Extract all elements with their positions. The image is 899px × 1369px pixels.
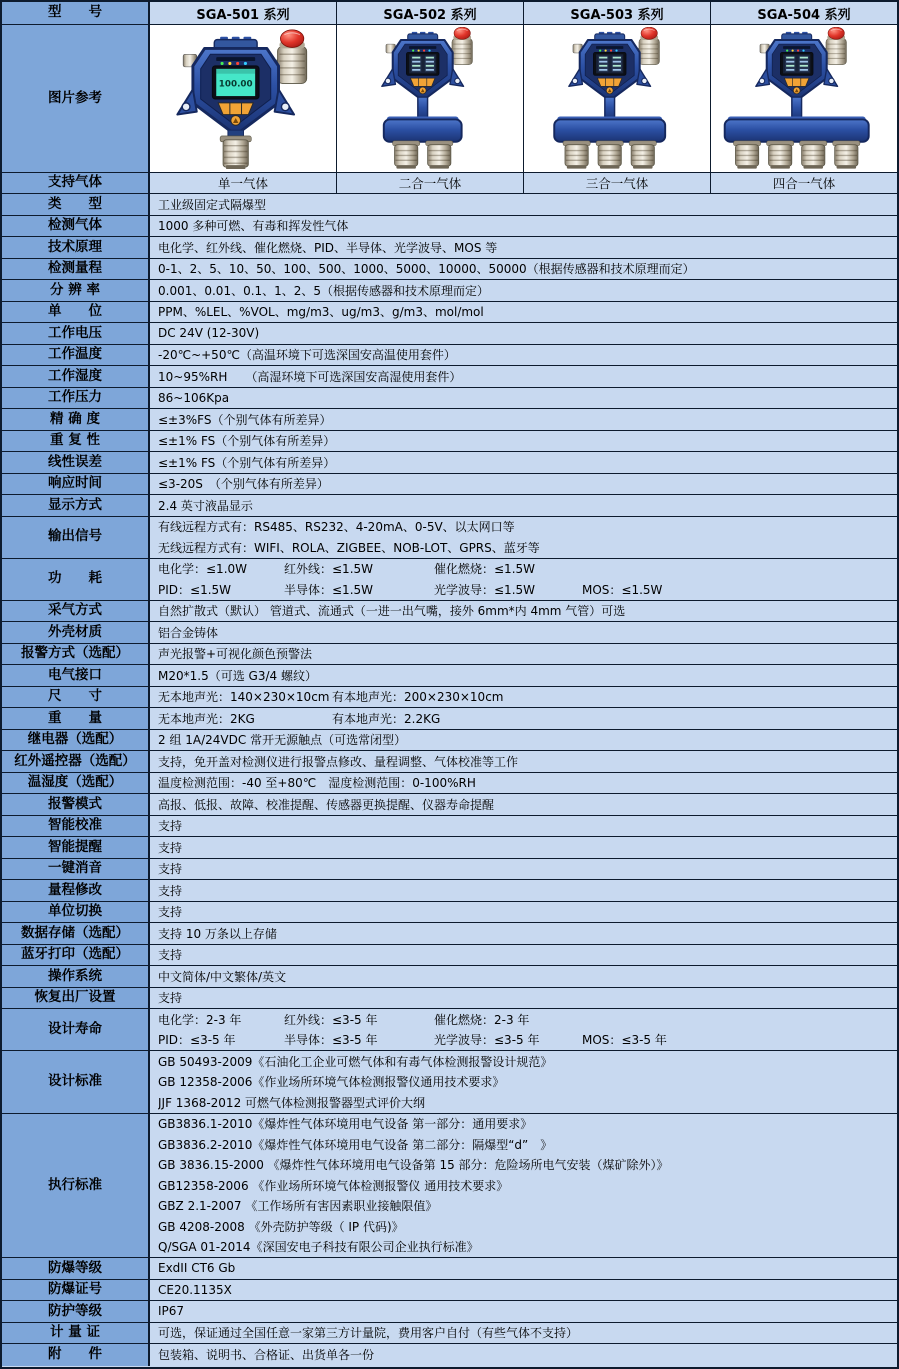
spec-value-text: 催化燃烧：≤1.5W xyxy=(434,562,536,577)
spec-row xyxy=(2,601,897,623)
spec-value-line xyxy=(158,237,897,258)
spec-value-line xyxy=(158,517,897,538)
spec-value-line xyxy=(158,1280,897,1301)
spec-label: 恢复出厂设置 xyxy=(2,988,150,1009)
spec-row xyxy=(2,988,897,1010)
spec-label: 精 确 度 xyxy=(2,409,150,430)
spec-value-line xyxy=(158,194,897,215)
spec-value-line xyxy=(158,988,897,1009)
spec-value-line xyxy=(158,1155,897,1176)
spec-value-text: 支持 xyxy=(158,905,183,920)
spec-label: 采气方式 xyxy=(2,601,150,622)
spec-value-line xyxy=(158,409,897,430)
spec-row xyxy=(2,773,897,795)
spec-row xyxy=(2,923,897,945)
device-illustration-sga-502 xyxy=(338,27,522,171)
spec-value-text: 10~95%RH （高湿环境下可选深国安高湿使用套件） xyxy=(158,369,462,384)
spec-value-line xyxy=(158,345,897,366)
spec-value xyxy=(150,751,897,772)
spec-value xyxy=(150,1051,897,1113)
spec-value xyxy=(150,601,897,622)
spec-value-text: GB12358-2006 《作业场所环境气体检测报警仪 通用技术要求》 xyxy=(158,1178,509,1193)
spec-value-line xyxy=(158,880,897,901)
spec-value-text: GB 3836.15-2000 《爆炸性气体环境用电气设备第 15 部分：危险场所电气安装（煤矿除外）》 xyxy=(158,1158,669,1173)
spec-value-line xyxy=(158,773,897,794)
model-header-3: SGA-503 系列 xyxy=(524,2,711,24)
spec-row xyxy=(2,816,897,838)
spec-value-text: 支持 xyxy=(158,883,183,898)
spec-row xyxy=(2,837,897,859)
spec-label: 尺 寸 xyxy=(2,687,150,708)
spec-value-line xyxy=(158,431,897,452)
spec-value-text: 自然扩散式（默认） 管道式、流通式（一进一出气嘴，接外 6mm*内 4mm 气管）可选 xyxy=(158,604,626,619)
model-header-cells xyxy=(150,2,897,24)
spec-value xyxy=(150,1280,897,1301)
spec-row xyxy=(2,1301,897,1323)
spec-label: 类 型 xyxy=(2,194,150,215)
spec-value-line xyxy=(158,816,897,837)
spec-value-line xyxy=(158,388,897,409)
spec-value-text: 可选，保证通过全国任意一家第三方计量院，费用客户自付（有些气体不支持） xyxy=(158,1326,579,1341)
spec-value xyxy=(150,665,897,686)
spec-value-text: PID：≤1.5W xyxy=(158,582,232,597)
spec-value xyxy=(150,194,897,215)
spec-row xyxy=(2,474,897,496)
spec-row xyxy=(2,945,897,967)
spec-value xyxy=(150,280,897,301)
spec-value-text: 支持 xyxy=(158,840,183,855)
spec-value xyxy=(150,431,897,452)
spec-value-line xyxy=(158,794,897,815)
spec-value xyxy=(150,366,897,387)
device-illustration-sga-504 xyxy=(712,27,896,171)
spec-value-text: 电化学：2-3 年 xyxy=(158,1012,242,1027)
spec-value-line xyxy=(158,859,897,880)
supported-gas-row xyxy=(2,173,897,194)
spec-value-text: 有本地声光：200×230×10cm xyxy=(332,690,504,705)
spec-value xyxy=(150,237,897,258)
spec-row xyxy=(2,259,897,281)
spec-label: 防爆等级 xyxy=(2,1258,150,1279)
spec-value-text: 支持 xyxy=(158,948,183,963)
spec-label: 工作温度 xyxy=(2,345,150,366)
spec-value-line xyxy=(158,1237,897,1258)
spec-value-line xyxy=(158,1175,897,1196)
spec-value xyxy=(150,730,897,751)
spec-value-text: ≤±1% FS（个别气体有所差异） xyxy=(158,434,336,449)
spec-value-text: 半导体：≤1.5W xyxy=(284,582,374,597)
spec-label: 电气接口 xyxy=(2,665,150,686)
spec-row xyxy=(2,859,897,881)
spec-value-text: 光学波导：≤3-5 年 xyxy=(434,1033,540,1048)
spec-row xyxy=(2,345,897,367)
spec-value xyxy=(150,559,897,600)
spec-value xyxy=(150,988,897,1009)
spec-value-line xyxy=(158,1258,897,1279)
spec-label: 技术原理 xyxy=(2,237,150,258)
spec-value-line xyxy=(158,945,897,966)
spec-row xyxy=(2,194,897,216)
spec-label: 温湿度（选配） xyxy=(2,773,150,794)
spec-value-line xyxy=(158,708,897,729)
spec-value xyxy=(150,687,897,708)
spec-value xyxy=(150,773,897,794)
spec-value-line xyxy=(158,452,897,473)
spec-value-line xyxy=(158,1196,897,1217)
spec-value-text: GBZ 2.1-2007 《工作场所有害因素职业接触限值》 xyxy=(158,1199,438,1214)
spec-label: 检测气体 xyxy=(2,216,150,237)
spec-row xyxy=(2,880,897,902)
spec-value-text: 0-1、2、5、10、50、100、500、1000、5000、10000、50000（根据传感器和技术原理而定） xyxy=(158,262,695,277)
spec-label: 外壳材质 xyxy=(2,622,150,643)
spec-value-text: 高报、低报、故障、校准提醒、传感器更换提醒、仪器寿命提醒 xyxy=(158,797,495,812)
spec-value xyxy=(150,902,897,923)
spec-row xyxy=(2,559,897,601)
spec-value-line xyxy=(158,495,897,516)
spec-value-text: 支持 xyxy=(158,991,183,1006)
spec-row xyxy=(2,644,897,666)
spec-value xyxy=(150,517,897,558)
spec-value-text: 光学波导：≤1.5W xyxy=(434,582,536,597)
spec-value xyxy=(150,409,897,430)
spec-label: 报警模式 xyxy=(2,794,150,815)
spec-value-text: 有线远程方式有：RS485、RS232、4-20mA、0-5V、以太网口等 xyxy=(158,520,515,535)
spec-value xyxy=(150,1258,897,1279)
spec-value-line xyxy=(158,537,897,558)
spec-row xyxy=(2,687,897,709)
spec-value xyxy=(150,644,897,665)
spec-row xyxy=(2,431,897,453)
spec-row xyxy=(2,1051,897,1114)
spec-label: 执行标准 xyxy=(2,1114,150,1258)
spec-row xyxy=(2,751,897,773)
spec-value-line xyxy=(158,1301,897,1322)
spec-value-line xyxy=(158,622,897,643)
spec-value xyxy=(150,452,897,473)
spec-value-text: CE20.1135X xyxy=(158,1282,232,1297)
spec-label: 防护等级 xyxy=(2,1301,150,1322)
spec-value xyxy=(150,302,897,323)
spec-value-text: ≤±1% FS（个别气体有所差异） xyxy=(158,455,336,470)
spec-value-line xyxy=(158,1323,897,1344)
spec-value-text: GB 50493-2009《石油化工企业可燃气体和有毒气体检测报警设计规范》 xyxy=(158,1054,553,1069)
spec-value-line xyxy=(158,1216,897,1237)
device-illustration-sga-501 xyxy=(151,27,335,171)
spec-value-line xyxy=(158,730,897,751)
spec-label: 一键消音 xyxy=(2,859,150,880)
spec-value-text: 无本地声光：2KG xyxy=(158,711,255,726)
spec-label: 工作压力 xyxy=(2,388,150,409)
spec-row xyxy=(2,730,897,752)
spec-value xyxy=(150,216,897,237)
spec-value-line xyxy=(158,366,897,387)
spec-value-line xyxy=(158,280,897,301)
spec-value-text: 1000 多种可燃、有毒和挥发性气体 xyxy=(158,219,349,234)
spec-value-text: 支持 xyxy=(158,862,183,877)
supported-gas-cells xyxy=(150,173,897,193)
spec-row xyxy=(2,388,897,410)
spec-value-text: 工业级固定式隔爆型 xyxy=(158,197,267,212)
spec-value-text: 2 组 1A/24VDC 常开无源触点（可选常闭型） xyxy=(158,733,407,748)
spec-value-line xyxy=(158,837,897,858)
spec-row xyxy=(2,708,897,730)
device-image-sga-503 xyxy=(524,25,711,172)
spec-value xyxy=(150,345,897,366)
spec-value-line xyxy=(158,1092,897,1113)
spec-value-text: 支持 10 万条以上存储 xyxy=(158,926,277,941)
spec-value-text: 支持 xyxy=(158,819,183,834)
spec-label: 继电器（选配） xyxy=(2,730,150,751)
spec-value xyxy=(150,388,897,409)
spec-row xyxy=(2,280,897,302)
spec-label: 报警方式（选配） xyxy=(2,644,150,665)
spec-value-text: -20℃~+50℃（高温环境下可选深国安高温使用套件） xyxy=(158,348,456,363)
spec-row xyxy=(2,622,897,644)
spec-value-text: 无本地声光：140×230×10cm xyxy=(158,690,330,705)
spec-value-text: 催化燃烧：2-3 年 xyxy=(434,1012,530,1027)
spec-label: 智能校准 xyxy=(2,816,150,837)
spec-label: 量程修改 xyxy=(2,880,150,901)
spec-value-text: MOS：≤3-5 年 xyxy=(582,1033,667,1048)
spec-label: 单 位 xyxy=(2,302,150,323)
spec-value-text: 0.001、0.01、0.1、1、2、5（根据传感器和技术原理而定） xyxy=(158,283,490,298)
spec-row xyxy=(2,216,897,238)
spec-label: 检测量程 xyxy=(2,259,150,280)
spec-value-line xyxy=(158,923,897,944)
spec-label: 防爆证号 xyxy=(2,1280,150,1301)
spec-label: 操作系统 xyxy=(2,966,150,987)
spec-value xyxy=(150,816,897,837)
spec-value-line xyxy=(158,1114,897,1135)
supported-gas-value-3: 三合一气体 xyxy=(524,173,711,193)
spec-value-text: 半导体：≤3-5 年 xyxy=(284,1033,378,1048)
product-image-row xyxy=(2,25,897,173)
spec-value-line xyxy=(158,216,897,237)
spec-row xyxy=(2,517,897,559)
spec-value-text: PID：≤3-5 年 xyxy=(158,1033,236,1048)
svg-text:100.00: 100.00 xyxy=(218,78,253,89)
spec-value-text: M20*1.5（可选 G3/4 螺纹） xyxy=(158,668,317,683)
spec-value-text: 无线远程方式有：WIFI、ROLA、ZIGBEE、NOB-LOT、GPRS、蓝牙等 xyxy=(158,540,540,555)
model-header-2: SGA-502 系列 xyxy=(337,2,524,24)
spec-value-text: GB 4208-2008 《外壳防护等级（ IP 代码)》 xyxy=(158,1219,404,1234)
spec-value-line xyxy=(158,259,897,280)
spec-row xyxy=(2,409,897,431)
spec-label: 响应时间 xyxy=(2,474,150,495)
spec-label: 输出信号 xyxy=(2,517,150,558)
device-image-sga-501 xyxy=(150,25,337,172)
spec-value-line xyxy=(158,1051,897,1072)
spec-value xyxy=(150,1323,897,1344)
spec-value-line xyxy=(158,1345,897,1366)
spec-value xyxy=(150,1114,897,1258)
spec-value xyxy=(150,708,897,729)
spec-label: 红外遥控器（选配） xyxy=(2,751,150,772)
spec-value xyxy=(150,880,897,901)
row-label-model: 型 号 xyxy=(2,2,150,24)
spec-label: 重 复 性 xyxy=(2,431,150,452)
device-image-sga-504 xyxy=(711,25,897,172)
spec-value-text: GB3836.1-2010《爆炸性气体环境用电气设备 第一部分：通用要求》 xyxy=(158,1117,533,1132)
spec-label: 计 量 证 xyxy=(2,1323,150,1344)
spec-value xyxy=(150,323,897,344)
spec-label: 工作湿度 xyxy=(2,366,150,387)
device-illustration-sga-503 xyxy=(525,27,709,171)
spec-value-text: 包装箱、说明书、合格证、出货单各一份 xyxy=(158,1348,375,1363)
spec-value-text: 支持，免开盖对检测仪进行报警点修改、量程调整、气体校准等工作 xyxy=(158,754,519,769)
spec-value xyxy=(150,474,897,495)
spec-value-text: 电化学、红外线、催化燃烧、PID、半导体、光学波导、MOS 等 xyxy=(158,240,498,255)
model-header-4: SGA-504 系列 xyxy=(711,2,897,24)
spec-value-text: 86~106Kpa xyxy=(158,390,230,405)
spec-value-text: 红外线：≤1.5W xyxy=(284,562,374,577)
product-image-cells xyxy=(150,25,897,172)
spec-row xyxy=(2,366,897,388)
spec-value-text: GB3836.2-2010《爆炸性气体环境用电气设备 第二部分：隔爆型“d” 》 xyxy=(158,1137,553,1152)
spec-label: 附 件 xyxy=(2,1344,150,1366)
spec-value xyxy=(150,1301,897,1322)
spec-row xyxy=(2,302,897,324)
spec-label: 重 量 xyxy=(2,708,150,729)
spec-value-text: IP67 xyxy=(158,1304,185,1319)
spec-value xyxy=(150,966,897,987)
spec-row xyxy=(2,902,897,924)
spec-row xyxy=(2,1344,897,1366)
spec-label: 单位切换 xyxy=(2,902,150,923)
spec-value-line xyxy=(158,644,897,665)
model-header-1: SGA-501 系列 xyxy=(150,2,337,24)
spec-value xyxy=(150,945,897,966)
supported-gas-value-4: 四合一气体 xyxy=(711,173,897,193)
spec-row xyxy=(2,1114,897,1259)
spec-row xyxy=(2,1258,897,1280)
spec-value-text: ≤±3%FS（个别气体有所差异） xyxy=(158,412,332,427)
spec-value-text: 声光报警+可视化颜色预警法 xyxy=(158,647,313,662)
supported-gas-value-2: 二合一气体 xyxy=(337,173,524,193)
spec-value-line xyxy=(158,302,897,323)
spec-value xyxy=(150,1009,897,1050)
spec-value-text: GB 12358-2006《作业场所环境气体检测报警仪通用技术要求》 xyxy=(158,1075,505,1090)
spec-value-text: DC 24V (12-30V) xyxy=(158,326,260,341)
spec-value-line xyxy=(158,1030,897,1051)
spec-value-text: MOS：≤1.5W xyxy=(582,582,663,597)
spec-value xyxy=(150,259,897,280)
spec-rows-container xyxy=(2,194,897,1366)
spec-value xyxy=(150,1344,897,1366)
spec-label: 设计标准 xyxy=(2,1051,150,1113)
row-label-image-reference: 图片参考 xyxy=(2,25,150,172)
spec-value-line xyxy=(158,474,897,495)
spec-value-line xyxy=(158,559,897,580)
spec-value-line xyxy=(158,665,897,686)
spec-value xyxy=(150,923,897,944)
spec-value-line xyxy=(158,601,897,622)
spec-value-text: 温度检测范围：-40 至+80℃ 湿度检测范围：0-100%RH xyxy=(158,776,476,791)
spec-value-text: JJF 1368-2012 可燃气体检测报警器型式评价大纲 xyxy=(158,1095,426,1110)
device-image-sga-502 xyxy=(337,25,524,172)
spec-value-line xyxy=(158,323,897,344)
spec-value-text: 2.4 英寸液晶显示 xyxy=(158,498,253,513)
spec-value-text: 中文简体/中文繁体/英文 xyxy=(158,969,287,984)
spec-row xyxy=(2,237,897,259)
row-label-supported-gas: 支持气体 xyxy=(2,173,150,193)
spec-value-text: Q/SGA 01-2014《深国安电子科技有限公司企业执行标准》 xyxy=(158,1240,479,1255)
model-header-row xyxy=(2,2,897,25)
spec-value-text: 红外线：≤3-5 年 xyxy=(284,1012,378,1027)
spec-value xyxy=(150,794,897,815)
spec-value-text: ExdII CT6 Gb xyxy=(158,1261,236,1276)
spec-label: 分 辨 率 xyxy=(2,280,150,301)
spec-value-line xyxy=(158,687,897,708)
spec-value-text: 铝合金铸体 xyxy=(158,625,219,640)
spec-row xyxy=(2,495,897,517)
spec-value-line xyxy=(158,902,897,923)
spec-value-line xyxy=(158,966,897,987)
spec-label: 蓝牙打印（选配） xyxy=(2,945,150,966)
spec-row xyxy=(2,1009,897,1051)
spec-value xyxy=(150,837,897,858)
spec-row xyxy=(2,452,897,474)
spec-label: 功 耗 xyxy=(2,559,150,600)
spec-row xyxy=(2,665,897,687)
spec-value-text: 有本地声光：2.2KG xyxy=(332,711,441,726)
spec-value-text: ≤3-20S （个别气体有所差异） xyxy=(158,477,329,492)
spec-label: 线性误差 xyxy=(2,452,150,473)
spec-value-line xyxy=(158,1072,897,1093)
spec-label: 智能提醒 xyxy=(2,837,150,858)
spec-value xyxy=(150,622,897,643)
spec-value-line xyxy=(158,1009,897,1030)
spec-label: 显示方式 xyxy=(2,495,150,516)
spec-row xyxy=(2,1280,897,1302)
spec-value-line xyxy=(158,751,897,772)
spec-label: 工作电压 xyxy=(2,323,150,344)
spec-value-line xyxy=(158,579,897,600)
spec-row xyxy=(2,794,897,816)
spec-row xyxy=(2,323,897,345)
spec-label: 设计寿命 xyxy=(2,1009,150,1050)
spec-label: 数据存储（选配） xyxy=(2,923,150,944)
supported-gas-value-1: 单一气体 xyxy=(150,173,337,193)
spec-value-text: 电化学：≤1.0W xyxy=(158,562,248,577)
spec-row xyxy=(2,1323,897,1345)
spec-value xyxy=(150,495,897,516)
spec-row xyxy=(2,966,897,988)
spec-value-text: PPM、%LEL、%VOL、mg/m3、ug/m3、g/m3、mol/mol xyxy=(158,305,484,320)
spec-value-line xyxy=(158,1134,897,1155)
spec-value xyxy=(150,859,897,880)
